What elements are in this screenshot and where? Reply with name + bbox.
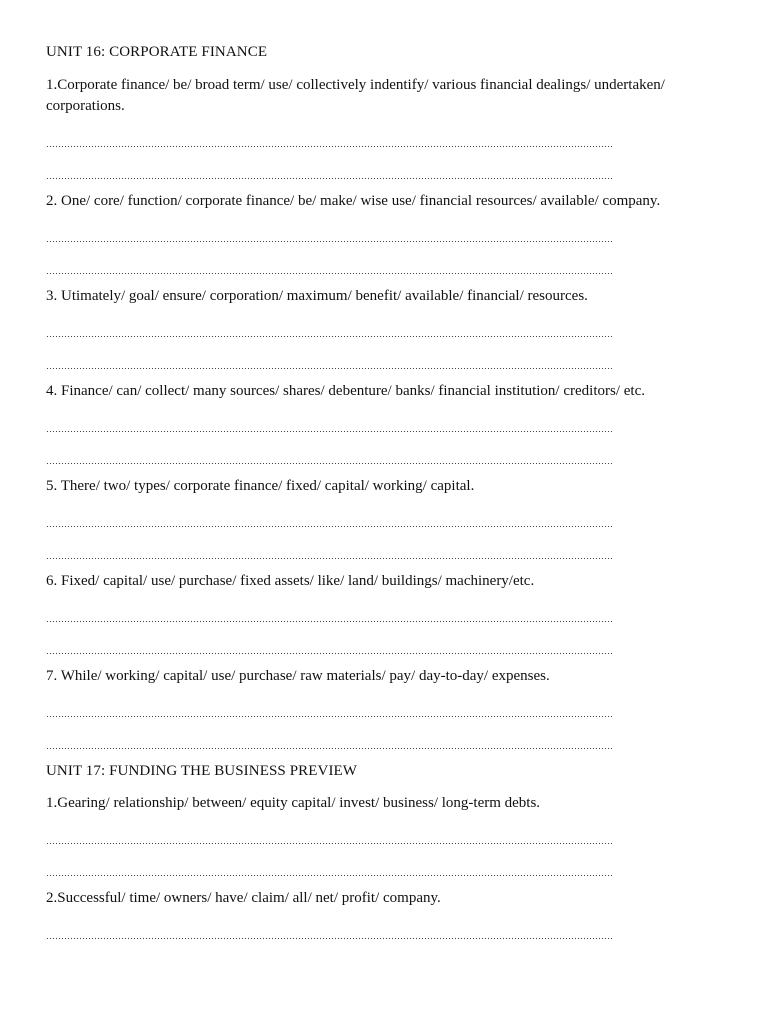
answer-line[interactable] <box>46 846 612 878</box>
answer-line[interactable] <box>46 339 612 371</box>
answer-line[interactable] <box>46 307 612 339</box>
answer-line[interactable] <box>46 149 612 181</box>
exercise-prompt: 2. One/ core/ function/ corporate finance/ be/ make/ wise use/ financial resources/ available/ company. <box>46 193 661 209</box>
exercise-prompt: 3. Utimately/ goal/ ensure/ corporation/ maximum/ benefit/ available/ financial/ resources. <box>46 288 588 304</box>
exercise-item <box>46 666 736 751</box>
exercise-item <box>46 793 736 878</box>
answer-line[interactable] <box>46 212 612 244</box>
answer-line[interactable] <box>46 244 612 276</box>
answer-line[interactable] <box>46 719 612 751</box>
answer-line[interactable] <box>46 117 612 149</box>
answer-line[interactable] <box>46 687 612 719</box>
exercise-item <box>46 571 736 656</box>
unit-17-section <box>46 761 736 941</box>
answer-line[interactable] <box>46 814 612 846</box>
exercise-item <box>46 381 736 466</box>
answer-line[interactable] <box>46 624 612 656</box>
answer-line[interactable] <box>46 529 612 561</box>
answer-line[interactable] <box>46 402 612 434</box>
unit-heading: UNIT 16: CORPORATE FINANCE <box>46 44 268 60</box>
exercise-item <box>46 476 736 561</box>
answer-line[interactable] <box>46 909 612 941</box>
exercise-prompt: 2.Successful/ time/ owners/ have/ claim/ all/ net/ profit/ company. <box>46 890 441 906</box>
exercise-item <box>46 191 736 276</box>
answer-line[interactable] <box>46 592 612 624</box>
unit-16-section <box>46 42 736 751</box>
exercise-prompt: 1.Gearing/ relationship/ between/ equity capital/ invest/ business/ long-term debts. <box>46 795 541 811</box>
answer-line[interactable] <box>46 434 612 466</box>
exercise-item <box>46 888 736 941</box>
exercise-item <box>46 286 736 371</box>
unit-heading: UNIT 17: FUNDING THE BUSINESS PREVIEW <box>46 763 358 779</box>
exercise-item <box>46 75 736 181</box>
exercise-prompt: 4. Finance/ can/ collect/ many sources/ shares/ debenture/ banks/ financial institution/ creditors/ etc. <box>46 383 645 399</box>
exercise-prompt: 5. There/ two/ types/ corporate finance/ fixed/ capital/ working/ capital. <box>46 478 475 494</box>
exercise-prompt: 6. Fixed/ capital/ use/ purchase/ fixed assets/ like/ land/ buildings/ machinery/etc. <box>46 573 535 589</box>
exercise-prompt: 7. While/ working/ capital/ use/ purchase/ raw materials/ pay/ day-to-day/ expenses. <box>46 668 550 684</box>
answer-line[interactable] <box>46 497 612 529</box>
worksheet-page <box>46 42 736 941</box>
exercise-prompt: 1.Corporate finance/ be/ broad term/ use/ collectively indentify/ various financial dealings/ undertaken/ corporations. <box>46 77 665 114</box>
